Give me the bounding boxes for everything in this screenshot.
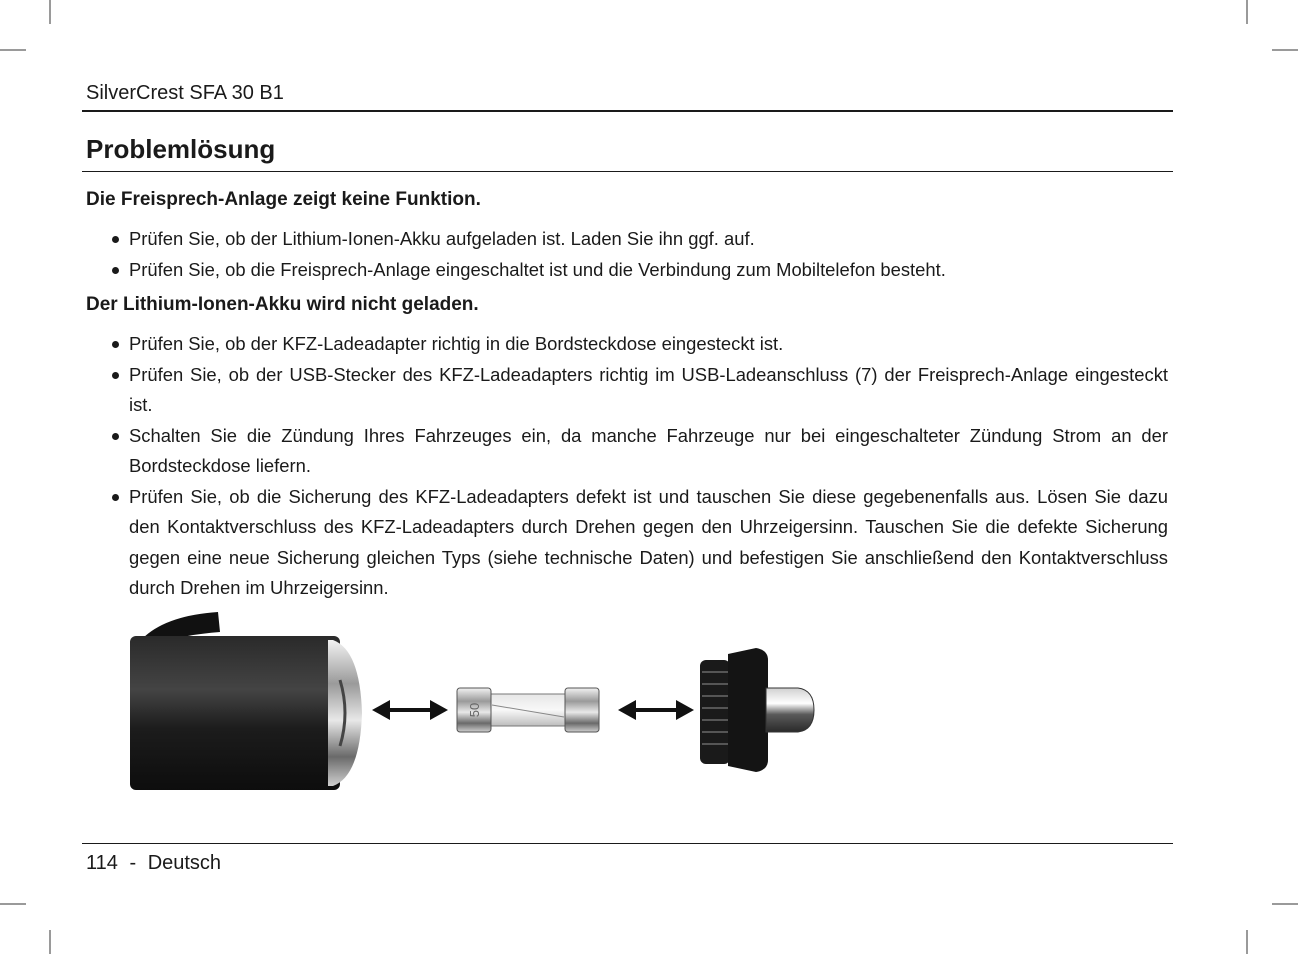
bullet-list bbox=[86, 329, 1168, 604]
footer-rule bbox=[82, 843, 1173, 844]
contact-cap-icon bbox=[700, 648, 814, 772]
bullet-icon bbox=[112, 267, 119, 274]
list-item bbox=[86, 255, 1168, 286]
page-title: Problemlösung bbox=[86, 134, 276, 164]
content bbox=[86, 186, 1168, 610]
section-not-charging bbox=[86, 291, 1168, 604]
crop-mark bbox=[1246, 930, 1248, 954]
list-item-text: Schalten Sie die Zündung Ihres Fahrzeuges ein, da manche Fahrzeuge nur bei eingeschalteter Zündung Strom an der Bordsteckdose liefern. bbox=[129, 424, 1168, 476]
list-item-text: Prüfen Sie, ob der KFZ-Ladeadapter richtig in die Bordsteckdose eingesteckt ist. bbox=[129, 333, 784, 354]
header-rule bbox=[82, 110, 1173, 112]
list-item bbox=[86, 482, 1168, 604]
fuse-replacement-illustration bbox=[128, 610, 828, 795]
list-item bbox=[86, 360, 1168, 421]
list-item bbox=[86, 224, 1168, 255]
running-head: SilverCrest SFA 30 B1 bbox=[86, 82, 284, 104]
bullet-list bbox=[86, 224, 1168, 285]
crop-mark bbox=[49, 0, 51, 24]
bullet-icon bbox=[112, 494, 119, 501]
list-item-text: Prüfen Sie, ob der Lithium-Ionen-Akku aufgeladen ist. Laden Sie ihn ggf. auf. bbox=[129, 228, 755, 249]
list-item-text: Prüfen Sie, ob die Freisprech-Anlage eingeschaltet ist und die Verbindung zum Mobiltelefon besteht. bbox=[129, 258, 946, 280]
title-rule bbox=[82, 171, 1173, 172]
crop-mark bbox=[1272, 903, 1298, 905]
double-arrow-icon bbox=[372, 700, 448, 720]
section-no-function bbox=[86, 186, 1168, 285]
crop-mark bbox=[0, 49, 26, 51]
footer-language: Deutsch bbox=[147, 852, 222, 874]
page-footer bbox=[86, 852, 221, 875]
section-heading: Der Lithium-Ionen-Akku wird nicht geladen. bbox=[86, 294, 479, 315]
list-item bbox=[86, 329, 1168, 360]
list-item-text: Prüfen Sie, ob die Sicherung des KFZ-Ladeadapters defekt ist und tauschen Sie diese gegebenenfalls aus. Lösen Sie dazu den Kontaktverschluss des KFZ-Ladeadapters durch Drehen gegen den Uhrzeigersinn. Tauschen Sie die defekte Sicherung gegen eine neue Sicherung gleichen Typs (siehe technische Daten) und befestigen Sie anschließend den Kontaktverschluss durch Drehen im Uhrzeigersinn. bbox=[129, 485, 1168, 598]
footer-separator: - bbox=[129, 852, 137, 874]
bullet-icon bbox=[112, 341, 119, 348]
page-number: 114 bbox=[86, 852, 118, 874]
bullet-icon bbox=[112, 372, 119, 379]
glass-fuse-icon bbox=[457, 688, 599, 732]
list-item-text: Prüfen Sie, ob der USB-Stecker des KFZ-Ladeadapters richtig im USB-Ladeanschluss (7) der Freisprech-Anlage eingesteckt ist. bbox=[129, 363, 1168, 415]
double-arrow-icon bbox=[618, 700, 694, 720]
bullet-icon bbox=[112, 433, 119, 440]
crop-mark bbox=[49, 930, 51, 954]
fuse-marking: 50 bbox=[467, 702, 482, 718]
list-item bbox=[86, 421, 1168, 482]
crop-mark bbox=[1272, 49, 1298, 51]
bullet-icon bbox=[112, 236, 119, 243]
crop-mark bbox=[1246, 0, 1248, 24]
crop-mark bbox=[0, 903, 26, 905]
car-adapter-icon bbox=[130, 612, 362, 790]
section-heading: Die Freisprech-Anlage zeigt keine Funktion. bbox=[86, 189, 481, 210]
